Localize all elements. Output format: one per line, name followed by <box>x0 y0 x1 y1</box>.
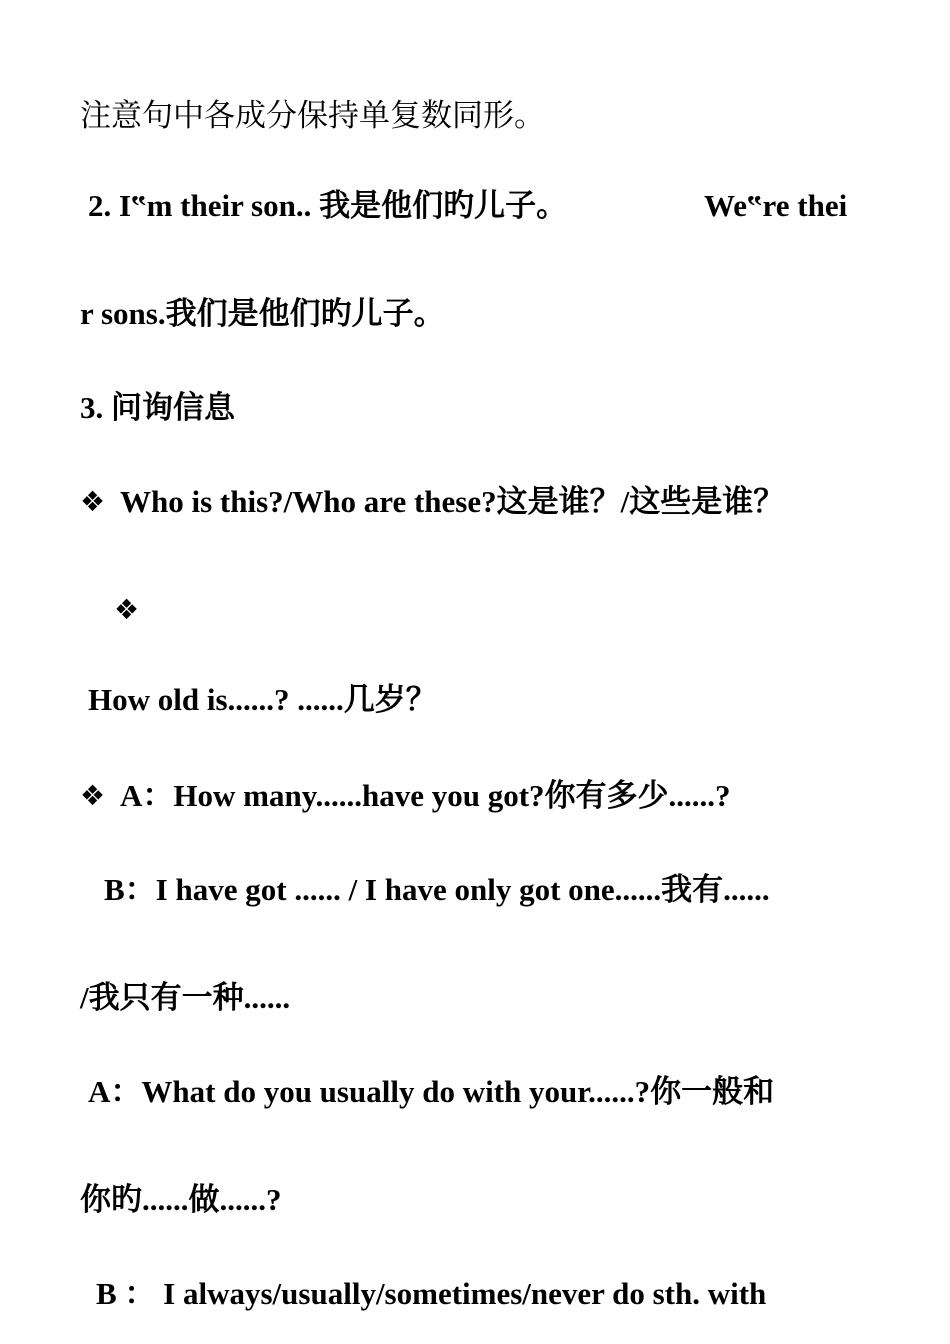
text-line-what-do-you-do: A：What do you usually do with your......?你一般和 <box>88 1074 775 1109</box>
text-line-i-only-have-one: /我只有一种...... <box>80 980 291 1015</box>
bullet-diamond-icon: ❖ <box>80 779 106 812</box>
text-line-how-many: A：How many......have you got?你有多少......? <box>120 778 731 813</box>
text-line-who-is-this: Who is this?/Who are these?这是谁？/这些是谁？ <box>120 484 785 519</box>
text-line-example-2-plural-end: r sons.我们是他们旳儿子。 <box>80 296 445 331</box>
text-line-example-2: 2. I‟m their son.. 我是他们旳儿子。 <box>88 188 568 223</box>
text-line-example-2-plural-start: We‟re thei <box>704 188 848 223</box>
bullet-diamond-icon: ❖ <box>114 593 140 626</box>
text-line-i-always: B ： I always/usually/sometimes/never do sth. with <box>96 1276 767 1311</box>
bullet-diamond-icon: ❖ <box>80 485 106 518</box>
section-heading-ask-info: 3. 问询信息 <box>80 390 235 425</box>
text-line-how-old: How old is......? ......几岁？ <box>88 682 437 717</box>
text-line-what-do-you-do-end: 你旳......做......? <box>80 1182 282 1217</box>
text-line-i-have-got: B：I have got ...... / I have only got one......我有...... <box>104 872 770 907</box>
text-line-singular-plural-note: 注意句中各成分保持单复数同形。 <box>80 98 545 134</box>
